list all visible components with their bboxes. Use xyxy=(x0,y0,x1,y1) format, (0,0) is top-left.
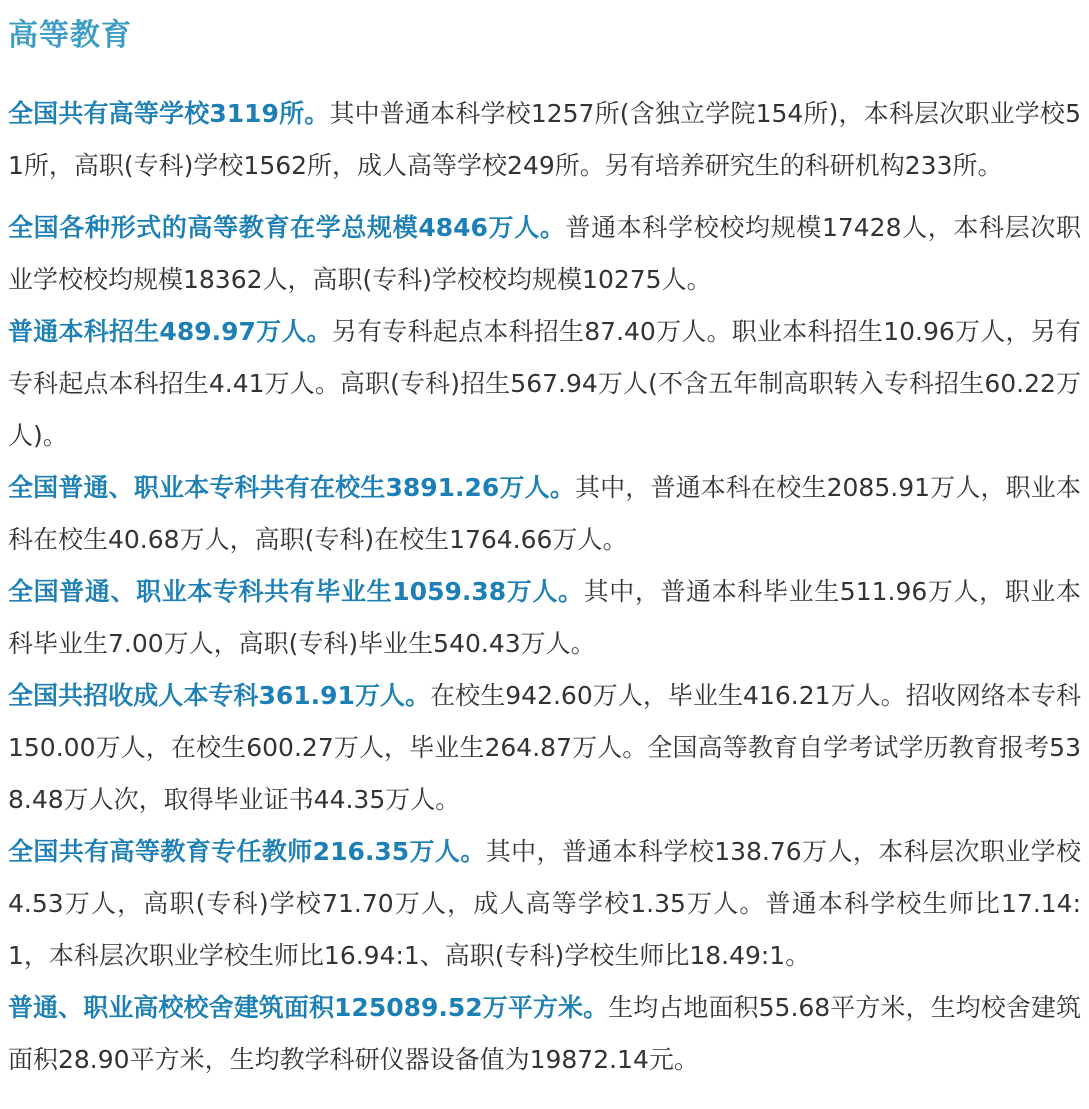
paragraph-lead: 全国普通、职业本专科共有毕业生1059.38万人。 xyxy=(8,577,584,606)
paragraph-text: 另有专科起点本科招生87.40万人。职业本科招生10.96万人，另有专科起点本科招生4.41万人。高职(专科)招生567.94万人(不含五年制高职转入专科招生60.22万人)。 xyxy=(8,317,1081,450)
paragraph-text: 其中，普通本科毕业生511.96万人，职业本科毕业生7.00万人，高职(专科)毕业生540.43万人。 xyxy=(8,577,1081,658)
paragraph-lead: 全国普通、职业本专科共有在校生3891.26万人。 xyxy=(8,473,575,502)
paragraph-text: 其中普通本科学校1257所(含独立学院154所)，本科层次职业学校51所，高职(专科)学校1562所，成人高等学校249所。另有培养研究生的科研机构233所。 xyxy=(8,99,1081,180)
paragraph-lead: 普通、职业高校校舍建筑面积125089.52万平方米。 xyxy=(8,993,609,1022)
paragraph-lead: 全国共有高等教育专任教师216.35万人。 xyxy=(8,837,486,866)
paragraph-facilities xyxy=(8,982,1081,1086)
paragraph-text: 其中，普通本科在校生2085.91万人，职业本科在校生40.68万人，高职(专科)在校生1764.66万人。 xyxy=(8,473,1081,554)
paragraph-text: 在校生942.60万人，毕业生416.21万人。招收网络本专科150.00万人，在校生600.27万人，毕业生264.87万人。全国高等教育自学考试学历教育报考538.48万人次，取得毕业证书44.35万人。 xyxy=(8,681,1081,814)
paragraph-text: 其中，普通本科学校138.76万人，本科层次职业学校4.53万人，高职(专科)学校71.70万人，成人高等学校1.35万人。普通本科学校生师比17.14:1，本科层次职业学校生师比16.94:1、高职(专科)学校生师比18.49:1。 xyxy=(8,837,1081,970)
paragraph-institutions xyxy=(8,88,1081,192)
paragraph-teachers xyxy=(8,826,1081,982)
paragraph-lead: 全国共招收成人本专科361.91万人。 xyxy=(8,681,431,710)
paragraph-text: 生均占地面积55.68平方米，生均校舍建筑面积28.90平方米，生均教学科研仪器设备值为19872.14元。 xyxy=(8,993,1081,1074)
paragraph-lead: 普通本科招生489.97万人。 xyxy=(8,317,332,346)
paragraph-lead: 全国各种形式的高等教育在学总规模4846万人。 xyxy=(8,213,566,242)
paragraph-adult-education xyxy=(8,670,1081,826)
paragraph-lead: 全国共有高等学校3119所。 xyxy=(8,99,330,128)
paragraph-admissions xyxy=(8,306,1081,462)
paragraph-graduates xyxy=(8,566,1081,670)
paragraph-enrollment-scale xyxy=(8,202,1081,306)
paragraph-text: 普通本科学校校均规模17428人，本科层次职业学校校均规模18362人，高职(专科)学校校均规模10275人。 xyxy=(8,213,1082,294)
paragraph-students-enrolled xyxy=(8,462,1081,566)
section-title: 高等教育 xyxy=(8,18,132,53)
